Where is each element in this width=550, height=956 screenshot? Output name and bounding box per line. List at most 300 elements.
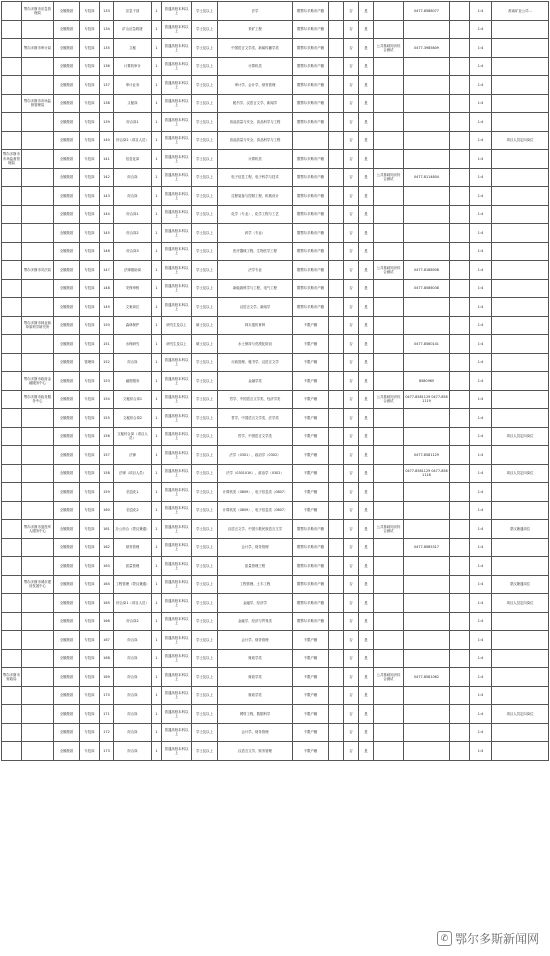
cell-unit — [22, 594, 54, 613]
cell-nature: 全额拨款 — [54, 538, 80, 557]
cell-code: 154 — [100, 390, 114, 409]
cell-nature: 全额拨款 — [54, 205, 80, 224]
cell-position: 法律（项目人员） — [114, 464, 152, 483]
cell-household: 限鄂尔多斯市户籍 — [293, 205, 329, 224]
cell-nature: 全额拨款 — [54, 168, 80, 187]
cell-category: 专技岗 — [80, 668, 100, 687]
cell-nature: 全额拨款 — [54, 649, 80, 668]
cell-unit: 鄂尔多斯市城市建设发展中心 — [22, 575, 54, 594]
cell-c12: 否 — [344, 483, 359, 502]
cell-major: 食品质量与安全、食品科学与工程 — [218, 131, 293, 150]
cell-ratio: 1:4 — [470, 483, 492, 502]
cell-c12: 否 — [344, 427, 359, 446]
cell-major: 计算机类 — [218, 150, 293, 169]
cell-count: 1 — [152, 705, 162, 724]
cell-department — [2, 113, 22, 132]
cell-ratio: 1:4 — [470, 594, 492, 613]
cell-category: 专技岗 — [80, 538, 100, 557]
cell-code: 145 — [100, 224, 114, 243]
cell-other — [329, 298, 344, 317]
cell-degree: 学士及以上 — [192, 575, 218, 594]
cell-degree: 学士及以上 — [192, 705, 218, 724]
cell-other — [329, 723, 344, 742]
cell-major: 中国语言文学类、新闻传播学类 — [218, 39, 293, 58]
table-row — [2, 39, 549, 58]
cell-exam — [374, 705, 404, 724]
cell-position: 质量管理 — [114, 557, 152, 576]
cell-nature: 全额拨款 — [54, 723, 80, 742]
cell-household: 不限户籍 — [293, 742, 329, 761]
cell-nature: 全额拨款 — [54, 427, 80, 446]
cell-phone — [404, 113, 450, 132]
cell-notes — [492, 686, 549, 705]
cell-exam — [374, 57, 404, 76]
cell-household: 限鄂尔多斯市户籍 — [293, 224, 329, 243]
cell-count: 1 — [152, 575, 162, 594]
cell-notes — [492, 261, 549, 280]
cell-major: 过程装备与控制工程、机械设计 — [218, 187, 293, 206]
cell-edu-type: 普通高校本科以上 — [162, 2, 192, 21]
cell-household: 限鄂尔多斯市户籍 — [293, 168, 329, 187]
cell-c13: 是 — [359, 575, 374, 594]
cell-category: 专技岗 — [80, 335, 100, 354]
cell-exam — [374, 2, 404, 21]
cell-other — [329, 113, 344, 132]
cell-unit — [22, 686, 54, 705]
cell-exam — [374, 150, 404, 169]
cell-phone — [404, 557, 450, 576]
cell-ratio: 1:4 — [470, 316, 492, 335]
cell-phone: 0477-8581129 0477-8581119 — [404, 390, 450, 409]
cell-degree: 学士及以上 — [192, 168, 218, 187]
cell-degree: 学士及以上 — [192, 279, 218, 298]
table-row — [2, 261, 549, 280]
cell-c16 — [450, 335, 470, 354]
cell-c16 — [450, 538, 470, 557]
cell-unit — [22, 224, 54, 243]
cell-household: 限鄂尔多斯市户籍 — [293, 520, 329, 539]
table-row — [2, 224, 549, 243]
cell-major: 金融学、经济学 — [218, 594, 293, 613]
cell-position: 文秘综合岗（项目人员） — [114, 427, 152, 446]
cell-other — [329, 520, 344, 539]
cell-nature: 全额拨款 — [54, 316, 80, 335]
cell-phone — [404, 686, 450, 705]
cell-exam — [374, 464, 404, 483]
cell-notes — [492, 501, 549, 520]
cell-count: 1 — [152, 168, 162, 187]
cell-major: 计算机类（0809）、电子信息类（0807） — [218, 501, 293, 520]
cell-department — [2, 279, 22, 298]
cell-phone: 0477-8581062 — [404, 668, 450, 687]
cell-c16 — [450, 446, 470, 465]
cell-exam — [374, 372, 404, 391]
cell-unit: 鄂尔多斯市司法局 — [22, 261, 54, 280]
cell-notes: 项目人员定向岗位 — [492, 594, 549, 613]
table-row — [2, 335, 549, 354]
cell-position: 审计业务 — [114, 76, 152, 95]
cell-edu-type: 普通高校本科以上 — [162, 242, 192, 261]
cell-nature: 全额拨款 — [54, 2, 80, 21]
cell-nature: 全额拨款 — [54, 520, 80, 539]
cell-c13: 是 — [359, 353, 374, 372]
cell-category: 专技岗 — [80, 205, 100, 224]
cell-degree: 学士及以上 — [192, 631, 218, 650]
cell-c13: 是 — [359, 631, 374, 650]
cell-code: 168 — [100, 649, 114, 668]
cell-count: 1 — [152, 649, 162, 668]
cell-code: 147 — [100, 261, 114, 280]
cell-unit — [22, 649, 54, 668]
cell-position: 文秘综合岗1 — [114, 390, 152, 409]
cell-department — [2, 57, 22, 76]
cell-degree: 学士及以上 — [192, 742, 218, 761]
cell-phone — [404, 501, 450, 520]
cell-ratio: 1:4 — [470, 557, 492, 576]
cell-exam: 公共基础知识综合测试 — [374, 261, 404, 280]
cell-other — [329, 538, 344, 557]
cell-category: 专技岗 — [80, 298, 100, 317]
cell-major: 采矿工程 — [218, 20, 293, 39]
cell-exam: 公共基础知识综合测试 — [374, 668, 404, 687]
cell-major: 法学（0301）、政治学（0302） — [218, 446, 293, 465]
cell-code: 139 — [100, 113, 114, 132]
cell-ratio: 1:4 — [470, 631, 492, 650]
cell-notes — [492, 298, 549, 317]
cell-c16 — [450, 501, 470, 520]
cell-unit — [22, 57, 54, 76]
cell-category: 专技岗 — [80, 279, 100, 298]
cell-position: 文秘岗 — [114, 94, 152, 113]
cell-ratio: 1:4 — [470, 131, 492, 150]
cell-position: 应急干部 — [114, 2, 152, 21]
cell-c16 — [450, 279, 470, 298]
cell-category: 专技岗 — [80, 39, 100, 58]
cell-c16 — [450, 168, 470, 187]
cell-c12: 否 — [344, 649, 359, 668]
cell-nature: 全额拨款 — [54, 57, 80, 76]
cell-department — [2, 168, 22, 187]
cell-nature: 全额拨款 — [54, 113, 80, 132]
cell-phone — [404, 20, 450, 39]
cell-count: 1 — [152, 557, 162, 576]
cell-count: 1 — [152, 335, 162, 354]
cell-unit: 鄂尔多斯市政务服务中心 — [22, 390, 54, 409]
cell-other — [329, 316, 344, 335]
cell-nature: 全额拨款 — [54, 575, 80, 594]
cell-c13: 是 — [359, 168, 374, 187]
cell-household: 限鄂尔多斯市户籍 — [293, 279, 329, 298]
cell-c16 — [450, 39, 470, 58]
table-row — [2, 575, 549, 594]
cell-other — [329, 279, 344, 298]
cell-code: 144 — [100, 205, 114, 224]
cell-department — [2, 353, 22, 372]
cell-notes: 项目人员定向岗位 — [492, 705, 549, 724]
table-row — [2, 168, 549, 187]
cell-unit — [22, 279, 54, 298]
cell-c12: 否 — [344, 298, 359, 317]
cell-code: 151 — [100, 335, 114, 354]
cell-c16 — [450, 113, 470, 132]
cell-c16 — [450, 187, 470, 206]
cell-notes — [492, 390, 549, 409]
cell-major: 金融学类 — [218, 372, 293, 391]
cell-position: 综合岗 — [114, 686, 152, 705]
cell-ratio: 1:4 — [470, 501, 492, 520]
cell-notes — [492, 20, 549, 39]
cell-department — [2, 131, 22, 150]
cell-position: 办公综合（蒙汉兼通） — [114, 520, 152, 539]
cell-c13: 是 — [359, 538, 374, 557]
cell-c13: 是 — [359, 2, 374, 21]
table-row — [2, 723, 549, 742]
cell-position: 计算机审计 — [114, 57, 152, 76]
cell-count: 1 — [152, 113, 162, 132]
cell-nature: 全额拨款 — [54, 557, 80, 576]
cell-exam — [374, 242, 404, 261]
cell-code: 162 — [100, 538, 114, 557]
cell-household: 不限户籍 — [293, 686, 329, 705]
cell-c12: 否 — [344, 316, 359, 335]
cell-other — [329, 150, 344, 169]
cell-phone — [404, 409, 450, 428]
cell-count: 1 — [152, 76, 162, 95]
cell-ratio: 1:4 — [470, 686, 492, 705]
cell-phone — [404, 742, 450, 761]
cell-ratio: 1:4 — [470, 649, 492, 668]
cell-degree: 学士及以上 — [192, 557, 218, 576]
cell-major: 行政管理、秘书学、汉语言文学 — [218, 353, 293, 372]
cell-code: 158 — [100, 464, 114, 483]
cell-c16 — [450, 612, 470, 631]
cell-code: 149 — [100, 298, 114, 317]
cell-code: 140 — [100, 131, 114, 150]
cell-exam — [374, 427, 404, 446]
cell-major: 哲学、中国语言文学类、经济学类 — [218, 390, 293, 409]
cell-department — [2, 372, 22, 391]
cell-c12: 否 — [344, 279, 359, 298]
cell-count: 1 — [152, 131, 162, 150]
cell-edu-type: 普通高校本科以上 — [162, 668, 192, 687]
cell-other — [329, 427, 344, 446]
cell-code: 143 — [100, 187, 114, 206]
cell-notes — [492, 631, 549, 650]
cell-unit — [22, 427, 54, 446]
cell-phone — [404, 594, 450, 613]
cell-count: 1 — [152, 353, 162, 372]
cell-department — [2, 538, 22, 557]
cell-department — [2, 298, 22, 317]
cell-c12: 否 — [344, 131, 359, 150]
cell-c13: 是 — [359, 131, 374, 150]
cell-other — [329, 446, 344, 465]
cell-edu-type: 普通高校本科以上 — [162, 575, 192, 594]
cell-nature: 全额拨款 — [54, 501, 80, 520]
cell-category: 专技岗 — [80, 520, 100, 539]
cell-department — [2, 335, 22, 354]
cell-count: 1 — [152, 261, 162, 280]
cell-c12: 否 — [344, 409, 359, 428]
cell-nature: 全额拨款 — [54, 409, 80, 428]
cell-other — [329, 501, 344, 520]
cell-ratio: 1:4 — [470, 390, 492, 409]
cell-nature: 全额拨款 — [54, 612, 80, 631]
cell-major: 汉语言文学、财务管理 — [218, 742, 293, 761]
cell-c16 — [450, 520, 470, 539]
table-row — [2, 538, 549, 557]
cell-other — [329, 742, 344, 761]
cell-edu-type: 普通高校本科以上 — [162, 742, 192, 761]
cell-notes — [492, 168, 549, 187]
cell-nature: 全额拨款 — [54, 372, 80, 391]
cell-household: 不限户籍 — [293, 390, 329, 409]
cell-category: 专技岗 — [80, 94, 100, 113]
cell-household: 不限户籍 — [293, 409, 329, 428]
cell-exam — [374, 76, 404, 95]
cell-c16 — [450, 224, 470, 243]
cell-household: 限鄂尔多斯市户籍 — [293, 187, 329, 206]
cell-c16 — [450, 742, 470, 761]
cell-household: 不限户籍 — [293, 372, 329, 391]
cell-phone — [404, 353, 450, 372]
cell-c13: 是 — [359, 224, 374, 243]
cell-c16 — [450, 372, 470, 391]
cell-department — [2, 686, 22, 705]
cell-edu-type: 普通高校本科以上 — [162, 39, 192, 58]
cell-degree: 学士及以上 — [192, 39, 218, 58]
cell-major: 药学（专业） — [218, 224, 293, 243]
cell-degree: 学士及以上 — [192, 205, 218, 224]
cell-unit — [22, 131, 54, 150]
cell-phone — [404, 612, 450, 631]
cell-position: 综合岗1 — [114, 205, 152, 224]
cell-ratio: 1:4 — [470, 409, 492, 428]
cell-major: 金融学、经济与贸易类 — [218, 612, 293, 631]
cell-c12: 否 — [344, 446, 359, 465]
cell-degree: 学士及以上 — [192, 686, 218, 705]
cell-exam — [374, 353, 404, 372]
cell-c16 — [450, 557, 470, 576]
table-row — [2, 316, 549, 335]
cell-phone: 0477-8581129 — [404, 446, 450, 465]
cell-household: 限鄂尔多斯市户籍 — [293, 39, 329, 58]
cell-category: 管理岗 — [80, 353, 100, 372]
cell-phone: 0477-8581129 0477-8581116 — [404, 464, 450, 483]
cell-ratio: 1:4 — [470, 298, 492, 317]
cell-degree: 学士及以上 — [192, 131, 218, 150]
cell-major: 审计学、会计学、财务管理 — [218, 76, 293, 95]
watermark — [434, 929, 542, 948]
table-row — [2, 390, 549, 409]
cell-department — [2, 483, 22, 502]
cell-c16 — [450, 686, 470, 705]
cell-count: 1 — [152, 612, 162, 631]
cell-unit: 鄂尔多斯市审计局 — [22, 39, 54, 58]
cell-unit — [22, 557, 54, 576]
cell-major: 财政学类 — [218, 668, 293, 687]
cell-c16 — [450, 131, 470, 150]
cell-other — [329, 76, 344, 95]
cell-department — [2, 723, 22, 742]
cell-exam — [374, 575, 404, 594]
cell-major: 水土保持与荒漠化防治 — [218, 335, 293, 354]
cell-ratio: 1:4 — [470, 150, 492, 169]
cell-notes — [492, 113, 549, 132]
cell-c13: 是 — [359, 242, 374, 261]
cell-nature: 全额拨款 — [54, 631, 80, 650]
cell-count: 1 — [152, 594, 162, 613]
cell-other — [329, 187, 344, 206]
cell-degree: 学士及以上 — [192, 113, 218, 132]
cell-c16 — [450, 242, 470, 261]
cell-notes: 蒙汉兼通岗位 — [492, 575, 549, 594]
cell-count: 1 — [152, 446, 162, 465]
cell-code: 148 — [100, 279, 114, 298]
cell-c13: 是 — [359, 649, 374, 668]
cell-ratio: 1:4 — [470, 205, 492, 224]
cell-household: 不限户籍 — [293, 649, 329, 668]
cell-unit — [22, 113, 54, 132]
cell-code: 160 — [100, 501, 114, 520]
cell-edu-type: 普通高校本科以上 — [162, 187, 192, 206]
cell-degree: 硕士及以上 — [192, 316, 218, 335]
cell-nature: 全额拨款 — [54, 705, 80, 724]
cell-c13: 是 — [359, 316, 374, 335]
cell-department — [2, 649, 22, 668]
cell-other — [329, 705, 344, 724]
cell-other — [329, 575, 344, 594]
cell-major: 哲学、中国语言文学类、法学类 — [218, 409, 293, 428]
cell-notes: 蒙汉兼通岗位 — [492, 520, 549, 539]
cell-department — [2, 557, 22, 576]
cell-code: 166 — [100, 612, 114, 631]
cell-phone — [404, 187, 450, 206]
cell-nature: 全额拨款 — [54, 464, 80, 483]
cell-exam — [374, 612, 404, 631]
cell-notes — [492, 668, 549, 687]
cell-exam — [374, 335, 404, 354]
cell-c16 — [450, 298, 470, 317]
cell-other — [329, 242, 344, 261]
cell-edu-type: 普通高校本科以上 — [162, 390, 192, 409]
cell-department — [2, 612, 22, 631]
cell-category: 专技岗 — [80, 261, 100, 280]
cell-nature: 全额拨款 — [54, 279, 80, 298]
cell-code: 136 — [100, 57, 114, 76]
cell-unit — [22, 446, 54, 465]
cell-position: 综合岗 — [114, 649, 152, 668]
table-row — [2, 520, 549, 539]
cell-phone — [404, 427, 450, 446]
cell-other — [329, 594, 344, 613]
cell-notes — [492, 742, 549, 761]
cell-c16 — [450, 353, 470, 372]
cell-phone — [404, 298, 450, 317]
cell-phone — [404, 520, 450, 539]
cell-nature: 全额拨款 — [54, 335, 80, 354]
cell-c13: 是 — [359, 372, 374, 391]
cell-phone: 8580965 — [404, 372, 450, 391]
cell-edu-type: 普通高校本科以上 — [162, 94, 192, 113]
cell-department — [2, 705, 22, 724]
cell-c12: 否 — [344, 557, 359, 576]
cell-major: 会计学、财务管理 — [218, 723, 293, 742]
cell-c16 — [450, 705, 470, 724]
cell-category: 专技岗 — [80, 242, 100, 261]
cell-exam — [374, 742, 404, 761]
cell-degree: 学士及以上 — [192, 298, 218, 317]
